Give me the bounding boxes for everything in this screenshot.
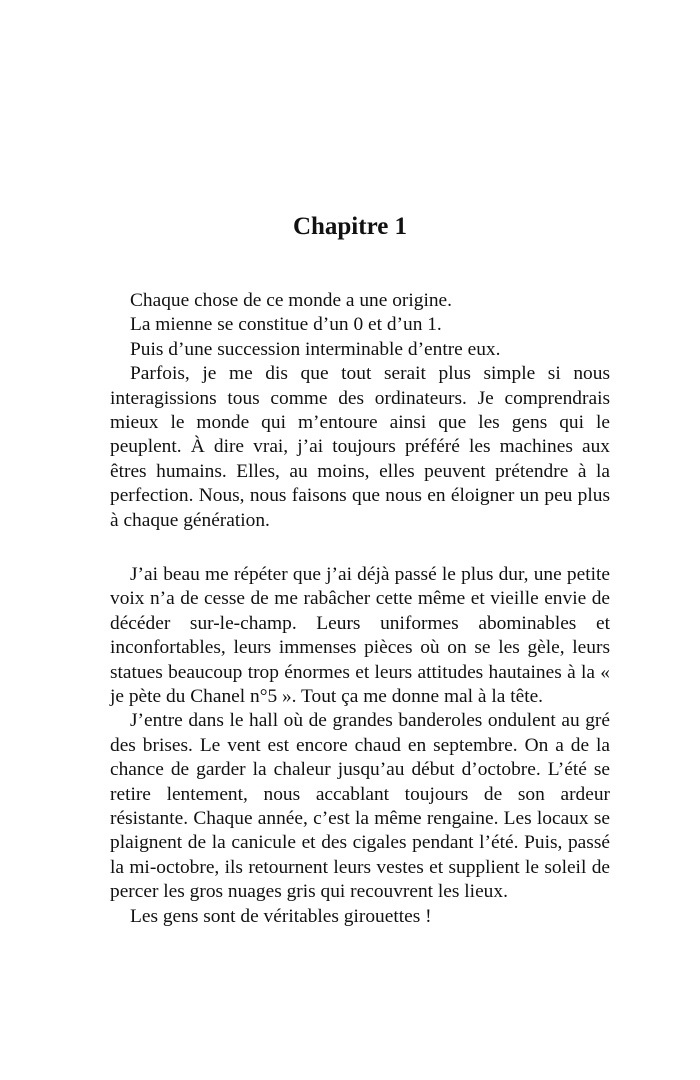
paragraph: Les gens sont de véritables girouettes ! [130, 905, 432, 927]
paragraph: La mienne se constitue d’un 0 et d’un 1. [130, 314, 442, 336]
chapter-title: Chapitre 1 [292, 213, 408, 240]
text-section-1 [110, 289, 610, 533]
paragraph: J’ai beau me répéter que j’ai déjà passé le plus dur, une petite voix n’a de cesse de me rabâcher cette même et vieille envie de décéder sur-le-champ. Leurs uniformes abominables et inconfortables, leurs immenses pièces où on se les gèle, leurs statues beaucoup trop énormes et leurs attitudes hautaines à la « je pète du Chanel n°5 ». Tout ça me donne mal à la tête. [110, 564, 610, 708]
paragraph: Puis d’une succession interminable d’entre eux. [130, 338, 501, 360]
paragraph: Parfois, je me dis que tout serait plus simple si nous interagissions tous comme des ordinateurs. Je comprendrais mieux le monde qui m’entoure ainsi que les gens qui le peuplent. À dire vrai, j’ai toujours préféré les machines aux êtres humains. Elles, au moins, elles peuvent prétendre à la perfection. Nous, nous faisons que nous en éloigner un peu plus à chaque génération. [110, 363, 610, 531]
paragraph: Chaque chose de ce monde a une origine. [130, 290, 452, 311]
paragraph: J’entre dans le hall où de grandes banderoles ondulent au gré des brises. Le vent est encore chaud en septembre. On a de la chance de garder la chaleur jusqu’au début d’octobre. L’été se retire lentement, nous accablant toujours de son ardeur résistante. Chaque année, c’est la même rengaine. Les locaux se plaignent de la canicule et des cigales pendant l’été. Puis, passé la mi-octobre, ils retournent leurs vestes et supplient le soleil de percer les gros nuages gris qui recouvrent les lieux. [110, 710, 610, 903]
text-section-2 [110, 563, 610, 929]
